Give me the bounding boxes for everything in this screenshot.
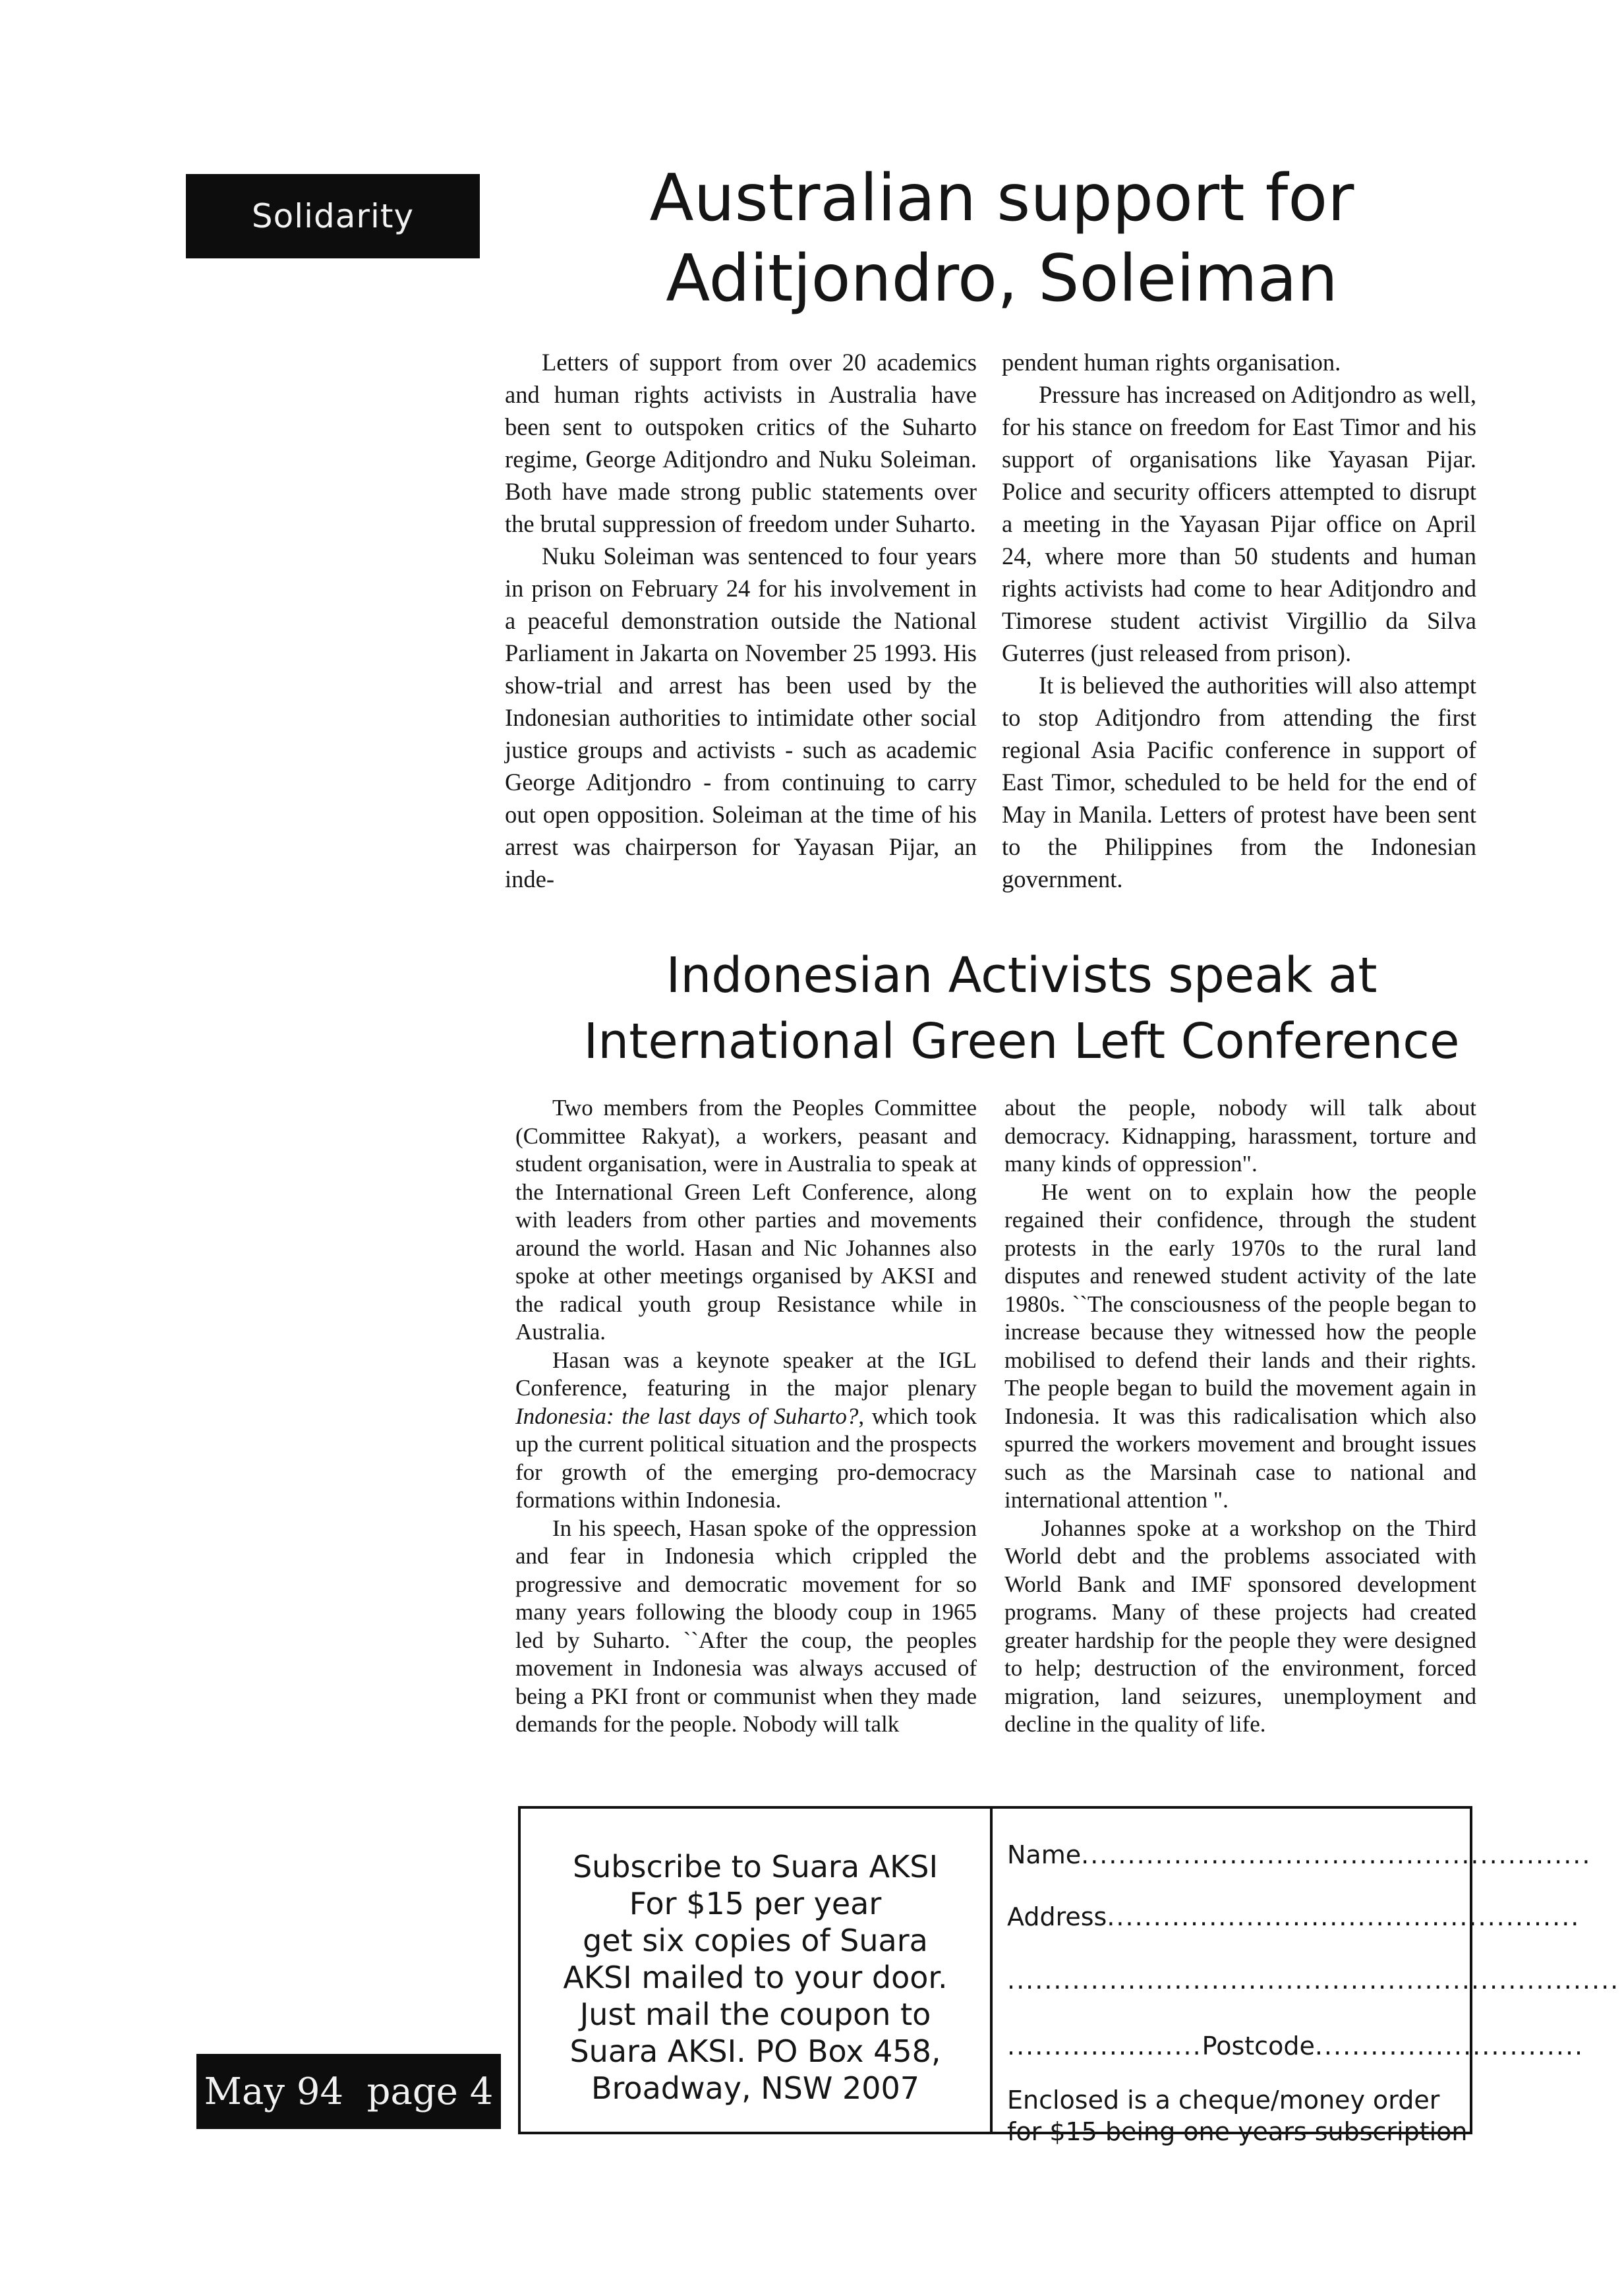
subscription-promo <box>534 1848 977 2107</box>
postcode-dotted-line: ............................. <box>1314 2031 1584 2060</box>
section-tag: Solidarity <box>186 174 480 258</box>
article2-headline-line: Indonesian Activists speak at <box>666 947 1378 1004</box>
promo-line: Suara AKSI. PO Box 458, <box>569 2033 941 2069</box>
article2-paragraph <box>515 1347 977 1515</box>
promo-line: Broadway, NSW 2007 <box>591 2070 920 2106</box>
name-dotted-line: ....................................................... <box>1081 1840 1592 1869</box>
subscription-coupon <box>518 1806 1620 2146</box>
address-second-line[interactable]: .................................................................. <box>1007 1966 1620 1995</box>
postcode-label: Postcode <box>1202 2031 1315 2060</box>
note-line: Enclosed is a cheque/money order <box>1007 2086 1440 2115</box>
article1-paragraph: Pressure has increased on Aditjondro as well, for his stance on freedom for East Timor and his support of organisations like Yayasan Pijar. Police and security officers attempted to disrupt a meeting in the Yayasan Pijar office on April 24, where more than 50 students and human rights activists had come to hear Aditjondro and Timorese student activist Virgillio da Silva Guterres (just released from prison). <box>1002 381 1476 666</box>
article2-headline-line: International Green Left Conference <box>583 1013 1460 1070</box>
article1-headline-line: Australian support for <box>649 161 1354 236</box>
article2-paragraph: In his speech, Hasan spoke of the oppression and fear in Indonesia which crippled the progressive and democratic movement for so many years following the bloody coup in 1965 led by Suharto. ``After the coup, the peoples movement in Indonesia was always accused of being a PKI front or communist when they made demands for the people. Nobody will talk <box>515 1515 977 1737</box>
paragraph-text: Hasan was a keynote speaker at the IGL Conference, featuring in the major plenary <box>515 1347 977 1401</box>
article2-paragraph: Two members from the Peoples Committee (Committee Rakyat), a workers, peasant and student organisation, were in Australia to speak at the International Green Left Conference, along with leaders from other parties and movements around the world. Hasan and Nic Johannes also spoke at other meetings organised by AKSI and the radical youth group Resistance while in Australia. <box>515 1095 977 1345</box>
promo-line: Just mail the coupon to <box>579 1997 931 2032</box>
page-number-tag: May 94 page 4 <box>196 2054 501 2129</box>
article1-headline-line: Aditjondro, Soleiman <box>666 241 1338 316</box>
article2-paragraph: about the people, nobody will talk about democracy. Kidnapping, harassment, torture and many kinds of oppression". <box>1004 1095 1476 1177</box>
name-label: Name <box>1007 1840 1082 1869</box>
name-field[interactable] <box>1007 1840 1592 1869</box>
coupon-divider <box>990 1809 993 2132</box>
note-line: for $15 being one years subscription <box>1007 2117 1468 2146</box>
promo-line: For $15 per year <box>629 1886 882 1921</box>
article1-column-1 <box>505 346 977 895</box>
promo-line: get six copies of Suara <box>583 1923 928 1958</box>
paragraph-text: , which took up the current political situation and the prospects for growth of the emerging pro-democracy formations within Indonesia. <box>515 1403 977 1513</box>
address-dotted-line: ................................................... <box>1107 1902 1580 1931</box>
article1-paragraph: pendent human rights organisation. <box>1002 349 1341 376</box>
promo-line: Subscribe to Suara AKSI <box>572 1849 939 1884</box>
article2-column-2 <box>1004 1094 1476 1739</box>
article1-column-2 <box>1002 346 1476 895</box>
promo-line: AKSI mailed to your door. <box>563 1960 948 1995</box>
article2-column-1 <box>515 1094 977 1739</box>
address-label: Address <box>1007 1902 1107 1931</box>
address-field[interactable] <box>1007 1902 1580 1931</box>
article1-headline <box>613 158 1391 319</box>
article2-paragraph: Johannes spoke at a workshop on the Third World debt and the problems associated with World Bank and IMF sponsored development programs. Many of these projects had created greater hardship for the people they were designed to help; destruction of the environment, forced migration, land seizures, unemployment and decline in the quality of life. <box>1004 1515 1476 1737</box>
plenary-title: Indonesia: the last days of Suharto? <box>515 1403 859 1429</box>
article1-paragraph: It is believed the authorities will also attempt to stop Aditjondro from attending the first regional Asia Pacific conference in support of East Timor, scheduled to be held for the end of May in Manila. Letters of protest have been sent to the Philippines from the Indonesian government. <box>1002 672 1476 892</box>
article1-paragraph: Nuku Soleiman was sentenced to four years in prison on February 24 for his involvement in a peaceful demonstration outside the National Parliament in Jakarta on November 25 1993. His show-trial and arrest has been used by the Indonesian authorities to intimidate other social justice groups and activists - such as academic George Aditjondro - from continuing to carry out open opposition. Soleiman at the time of his arrest was chairperson for Yayasan Pijar, an inde- <box>505 542 977 892</box>
article2-paragraph: He went on to explain how the people regained their confidence, through the student protests in the early 1970s to the rural land disputes and renewed student activity of the late 1980s. ``The consciousness of the people began to increase because they witnessed how the people mobilised to defend their lands and their rights. The people began to build the movement again in Indonesia. It was this radicalisation which also spurred the workers movement and brought issues such as the Marsinah case to national and international attention ". <box>1004 1179 1476 1513</box>
article1-paragraph: Letters of support from over 20 academics and human rights activists in Australia have been sent to outspoken critics of the Suharto regime, George Aditjondro and Nuku Soleiman. Both have made strong public statements over the brutal suppression of freedom under Suharto. <box>505 349 977 537</box>
postcode-field[interactable] <box>1007 2031 1584 2060</box>
enclosure-note <box>1007 2084 1468 2147</box>
article2-headline <box>540 943 1503 1074</box>
postcode-dotted-prefix: ..................... <box>1007 2031 1202 2060</box>
